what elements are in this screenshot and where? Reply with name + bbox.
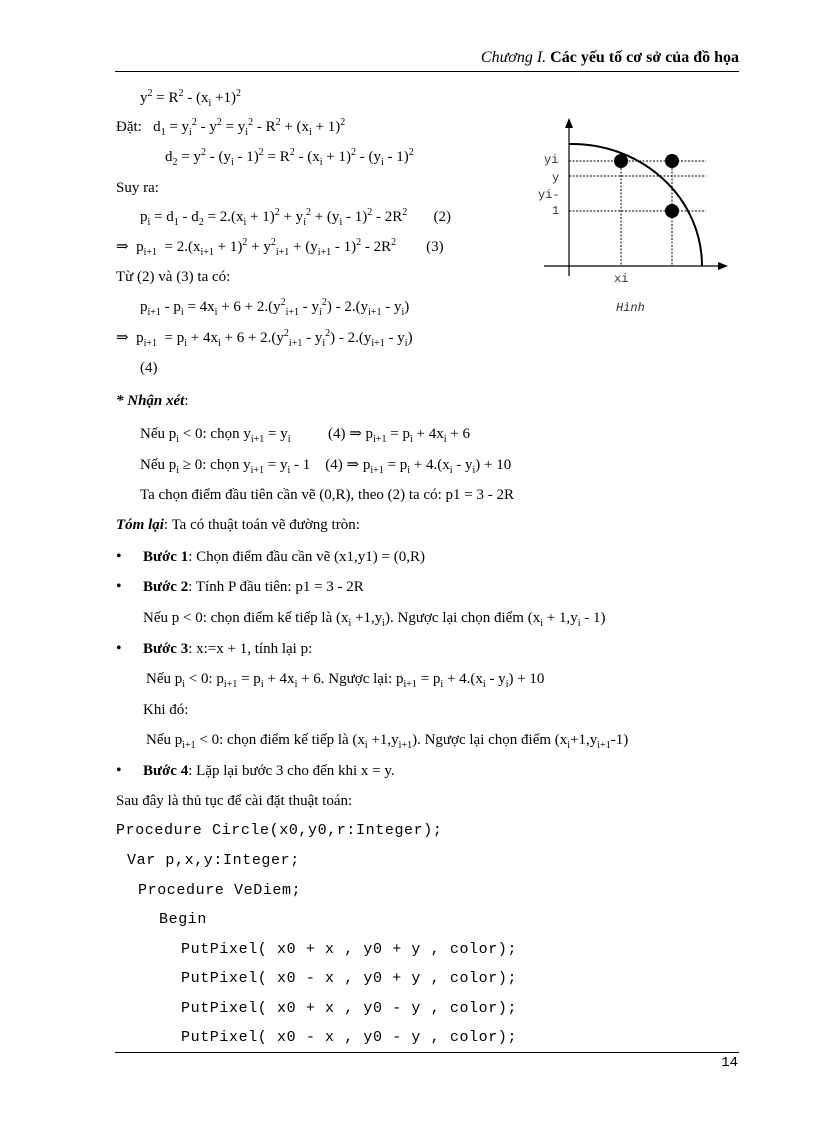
figure-caption: Hình	[616, 301, 645, 315]
code-line: PutPixel( x0 - x , y0 + y , color);	[181, 970, 518, 987]
step-4: •Bước 4: Lặp lại bước 3 cho đến khi x = y.	[116, 762, 395, 780]
y-axis-arrow-icon	[565, 118, 573, 128]
code-line: Procedure VeDiem;	[138, 882, 302, 899]
bullet-icon	[116, 578, 143, 596]
eq-2: $p_i = d_1 - d_2 = 2.(x_i + 1)^2 + y_i^2 + (y_i - 1)^2 - 2R^2$ (2)	[140, 207, 451, 228]
eq-4: ⇒ $p_{i+1} = p_i + 4x_i + 6 + 2.(y^2_{i+1} - y_i^2) - 2.(y_{i+1} - y_i)$	[116, 328, 413, 349]
eq-y2: $y^2 = R^2 - (x_i +1)^2$	[140, 88, 241, 109]
dat-label: Đặt:	[116, 119, 142, 135]
first-point-text: Ta chọn điểm đầu tiên cần vẽ (0,R), theo (2) ta có: p1 = 3 - 2R	[140, 487, 514, 503]
step-3-next: Nếu $p_{i+1} < 0$: chọn điểm kế tiếp là $(x_i +1,y_{i+1})$. Ngược lại chọn điểm $(x_i+1,y_{i+1}-1)$	[146, 732, 629, 751]
point-xi1-yi	[665, 154, 679, 168]
case-nonnegative: Nếu $p_i \ge 0$: chọn $y_{i+1} = y_i - 1$ (4) ⇒ $p_{i+1} = p_i + 4.(x_i - y_i) + 10$	[140, 457, 512, 476]
x-axis-arrow-icon	[718, 262, 728, 270]
circle-arc	[569, 144, 702, 266]
case-negative: Nếu $p_i < 0$: chọn $y_{i+1} = y_i$ (4) ⇒ $p_{i+1} = p_i + 4x_i + 6$	[140, 426, 470, 445]
code-line: Begin	[159, 911, 208, 928]
tu-2-3-label: Từ (2) và (3) ta có:	[116, 269, 231, 285]
eq-d2: $d_2 = y^2 - (y_i - 1)^2 = R^2 - (x_i + 1)^2 - (y_i - 1)^2$	[165, 147, 414, 168]
header-rule	[115, 71, 739, 72]
tom-lai-paragraph: Tóm lại: Ta có thuật toán vẽ đường tròn:	[116, 517, 360, 533]
eq-3: ⇒ $p_{i+1} = 2.(x_{i+1} + 1)^2 + y^2_{i+1} + (y_{i+1} - 1)^2 - 2R^2$ (3)	[116, 237, 444, 258]
code-line: PutPixel( x0 + x , y0 - y , color);	[181, 1000, 518, 1017]
footer-rule	[115, 1052, 739, 1053]
code-line: PutPixel( x0 - x , y0 - y , color);	[181, 1029, 518, 1046]
point-xi-yi	[614, 154, 628, 168]
label-xi: xi	[614, 272, 629, 286]
eq-d1: Đặt: $d_1 = y_i^2 - y^2 = y_i^2 - R^2 + (x_i + 1)^2$	[116, 117, 346, 138]
step-2-detail: Nếu p < 0: chọn điểm kế tiếp là $(x_i +1,y_i)$. Ngược lại chọn điểm $(x_i + 1,y_i - 1)$	[143, 610, 606, 629]
code-line: PutPixel( x0 + x , y0 + y , color);	[181, 941, 518, 958]
label-y: y	[552, 171, 560, 185]
label-yi-minus: yi-	[538, 188, 560, 202]
step-1: •Bước 1: Chọn điểm đầu cần vẽ (x1,y1) = (0,R)	[116, 548, 425, 566]
suy-ra-label: Suy ra:	[116, 180, 159, 196]
bullet-icon	[116, 548, 143, 566]
eq-diff: $p_{i+1} - p_i = 4x_i + 6 + 2.(y^2_{i+1} - y_i^2) - 2.(y_{i+1} - y_i)$	[140, 297, 410, 318]
code-line: Procedure Circle(x0,y0,r:Integer);	[116, 822, 443, 839]
step-3-detail: Nếu $p_i < 0$: $p_{i+1} = p_i + 4x_i + 6$. Ngược lại: $p_{i+1} = p_i + 4.(x_i - y_i) + 10$	[146, 671, 545, 690]
eq-4-label: (4)	[140, 360, 158, 376]
label-yi: yi	[544, 153, 559, 167]
chapter-label: Chương I.	[480, 49, 547, 66]
circle-figure	[538, 116, 728, 346]
page-number: 14	[721, 1055, 738, 1071]
page-header	[481, 49, 739, 67]
procedure-intro: Sau đây là thủ tục để cài đặt thuật toán:	[116, 793, 353, 809]
step-2: •Bước 2: Tính P đầu tiên: p1 = 3 - 2R	[116, 578, 364, 596]
khi-do-label: Khi đó:	[143, 702, 189, 718]
bullet-icon	[116, 640, 143, 658]
bullet-icon	[116, 762, 143, 780]
label-one: 1	[552, 204, 560, 218]
code-line: Var p,x,y:Integer;	[127, 852, 300, 869]
step-3: •Bước 3: x:=x + 1, tính lại p:	[116, 640, 312, 658]
point-xi1-yi1	[665, 204, 679, 218]
nhan-xet-heading: * Nhận xét:	[116, 393, 189, 409]
chapter-title: Các yếu tố cơ sở của đồ họa	[550, 49, 739, 66]
